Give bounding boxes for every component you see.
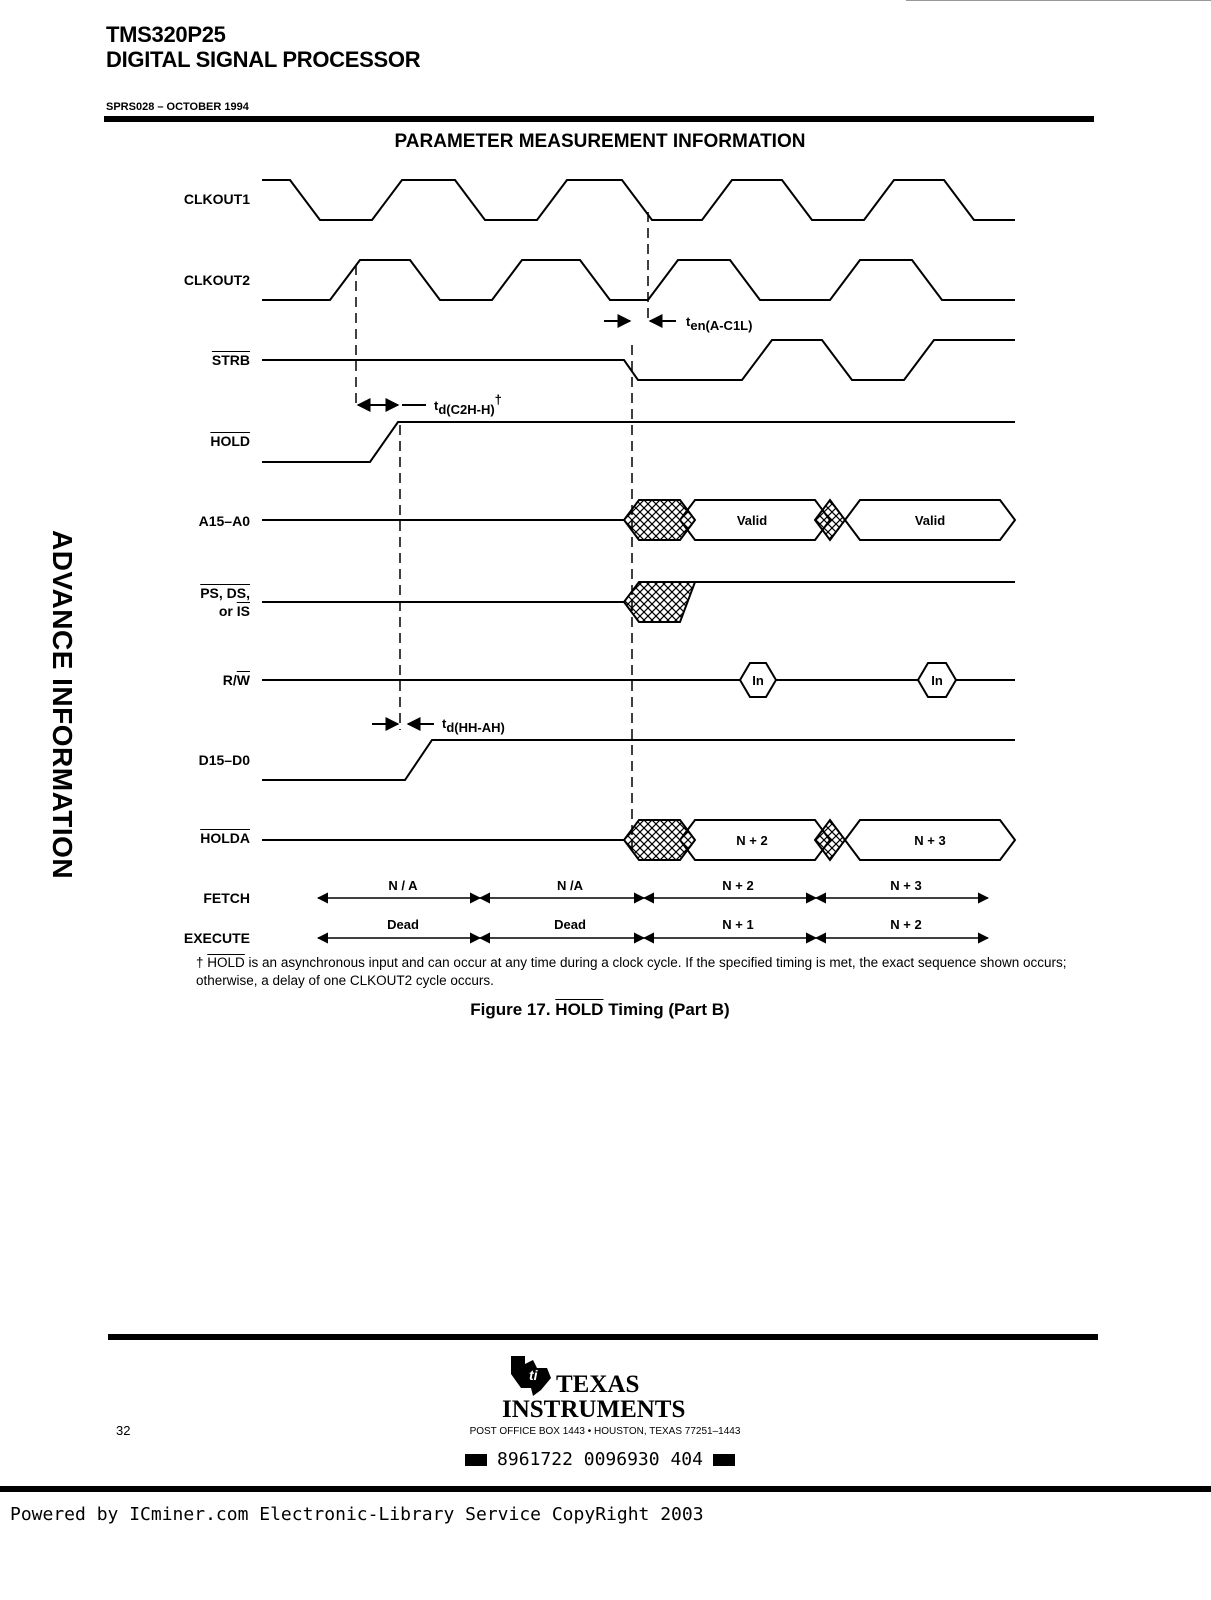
barcode-block-right — [713, 1454, 735, 1466]
title-device-type: DIGITAL SIGNAL PROCESSOR — [106, 47, 421, 72]
rw-w: $\overline{W}$ — [236, 672, 250, 688]
fetch-label-1: N / A — [388, 878, 418, 893]
figure-caption — [0, 1000, 1200, 1020]
a15-valid-text-2: Valid — [914, 513, 946, 528]
powered-by-text: Powered by ICminer.com Electronic-Library Service CopyRight 2003 — [10, 1504, 704, 1525]
signal-label-clkout2: CLKOUT2 — [183, 272, 250, 288]
document-id: SPRS028 – OCTOBER 1994 — [106, 101, 249, 113]
clkout2-waveform — [262, 260, 1015, 300]
fetch-label-2: N /A — [557, 878, 583, 893]
footnote-mark: † — [196, 955, 204, 970]
holda-text-2: N + 3 — [914, 833, 946, 848]
footnote-hold: HOLD — [207, 955, 245, 970]
page-number: 32 — [116, 1423, 131, 1438]
rw-r: R/ — [222, 672, 237, 688]
clkout1-waveform — [262, 180, 1015, 220]
d15-d0-waveform — [262, 740, 1015, 780]
exec-label-2: Dead — [554, 917, 586, 932]
caption-suffix: Timing (Part B) — [603, 1000, 730, 1019]
fetch-label-4: N + 3 — [890, 878, 922, 893]
signal-label-execute: EXECUTE — [183, 930, 250, 946]
signal-label-d15-d0: D15–D0 — [198, 752, 250, 768]
barcode-line — [0, 1449, 1200, 1470]
exec-label-1: Dead — [387, 917, 419, 932]
bottom-rule — [0, 1486, 1211, 1492]
exec-label-3: N + 1 — [722, 917, 754, 932]
svg-text:ti: ti — [529, 1367, 538, 1383]
company-address: POST OFFICE BOX 1443 • HOUSTON, TEXAS 77251–1443 — [469, 1426, 741, 1437]
exec-label-4: N + 2 — [890, 917, 922, 932]
company-line-2: INSTRUMENTS — [502, 1396, 686, 1423]
ten-label: ten(A-C1L) — [686, 314, 753, 333]
strb-waveform — [262, 340, 1015, 380]
signal-label-ps-ds: PS, DS, — [200, 585, 250, 601]
footnote-text: is an asynchronous input and can occur at any time during a clock cycle. If the specified timing is met, the exact sequence shown occurs; otherwise, a delay of one CLKOUT2 cycle occurs. — [196, 955, 1067, 988]
barcode-number: 8961722 0096930 404 — [497, 1449, 703, 1470]
signal-label-hold: HOLD — [210, 433, 250, 449]
td-hh-label: td(HH-AH) — [442, 716, 505, 735]
footnote — [196, 954, 1116, 990]
section-title: PARAMETER MEASUREMENT INFORMATION — [394, 131, 806, 152]
rw-in-text-1: In — [752, 673, 764, 688]
a15-hatch-1 — [624, 500, 695, 540]
title-part-number: TMS320P25 — [106, 22, 226, 47]
footer-rule — [108, 1334, 1098, 1340]
company-line-1: TEXAS — [556, 1371, 640, 1398]
signal-label-strb: STRB — [211, 352, 250, 368]
signal-label-fetch: FETCH — [203, 890, 250, 906]
barcode-block-left — [465, 1454, 487, 1466]
holda-hatch-1 — [624, 820, 695, 860]
signal-label-holda: HOLDA — [200, 830, 250, 846]
ps-ds-is-hatch — [624, 582, 695, 622]
or-is-prefix: or — [218, 603, 237, 619]
caption-prefix: Figure 17. — [470, 1000, 556, 1019]
rw-in-text-2: In — [931, 673, 943, 688]
td-c2h-label: td(C2H-H)† — [434, 392, 502, 417]
caption-hold: HOLD — [555, 1000, 604, 1019]
signal-label-clkout1: CLKOUT1 — [183, 191, 250, 207]
a15-valid-text-1: Valid — [736, 513, 768, 528]
holda-text-1: N + 2 — [736, 833, 768, 848]
hold-waveform — [262, 422, 1015, 462]
signal-label-a15-a0: A15–A0 — [198, 513, 250, 529]
sidebar-label: ADVANCE INFORMATION — [47, 530, 78, 880]
ti-logo-icon — [503, 1352, 555, 1400]
fetch-label-3: N + 2 — [722, 878, 754, 893]
is-label: $\overline{IS}$ — [236, 603, 250, 619]
